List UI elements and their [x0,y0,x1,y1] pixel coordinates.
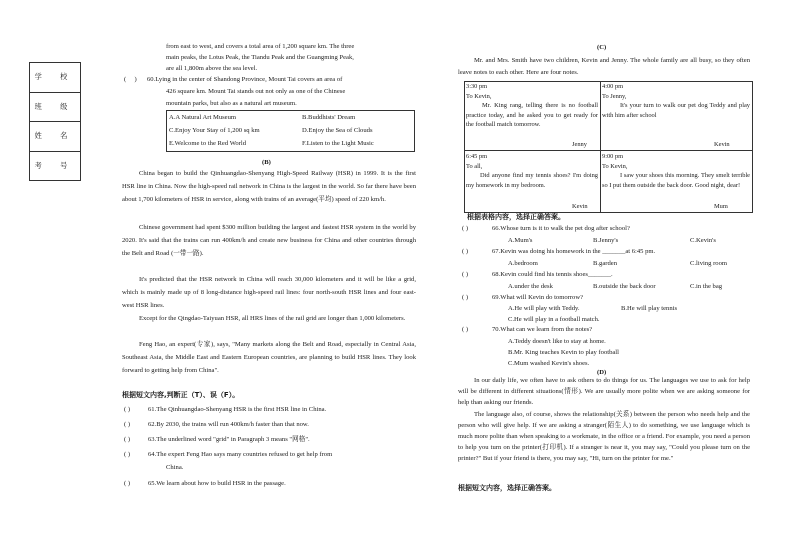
passage-d-para-2: The language also, of course, shows the relationship(关系) between the person who needs help and the person who will give help. If we are asking a stranger(陌生人) to do something, we use language which is much more polite than when speaking to a workmate, in the office or a friend. For example, you need a person to help you turn on the printer(打印机). If a stranger is near it, you may say, "Could you please turn on the printer?" But if your friend is there, you may say, "Hi, turn on the printer for me." [458,411,750,462]
passage-b-para-2: Chinese government had spent $300 million building the largest and fastest HSR system in the world by 2020. It's said that the trains can run 400km/h and create new business for China and other countries through the Belt and Road (一带一路). [122,224,416,257]
passage-a-line: are all 1,800m above the sea level. [166,65,258,72]
mc-option[interactable]: B.He will play tennis [621,305,678,312]
option-e: E.Welcome to the Red World [169,140,247,147]
mc-question-66: 66.Whose turn is it to walk the pet dog after school? [492,225,630,232]
note-body: Mr. King rang, telling there is no football practice today, and he asked you to get ready for the football match tomorrow. [466,102,598,128]
tf-item-63: 63.The underlined word "grid" in Paragraph 3 means "网格". [148,436,310,443]
note-time: 4:00 pm [602,83,624,90]
mc-option[interactable]: B.outside the back door [593,283,656,290]
passage-b-para-5: Feng Hao, an expert(专家), says, "Many markets along the Belt and Road, especially in Central Asia, Southeast Asia, the Middle East and Eastern European countries, are planning to build HSR lines. They look forward to getting help from China". [122,341,416,374]
passage-a-line: from east to west, and covers a total area of 1,200 square km. The three [166,43,355,50]
note-greeting: To all, [466,162,483,170]
option-a: A.A Natural Art Museum [169,114,237,121]
passage-b-para-3: It's predicted that the HSR network in China will reach 30,000 kilometers and it will be like a grid, which is mainly made up of 8 long-distance high-speed rail lines: four north-south HSR lines and four east-west HSR lines. [122,276,416,309]
note-body: I saw your shoes this morning. They smelt terrible so I put them outside the back door. Good night, dear! [602,172,750,189]
answer-blank-69[interactable]: ( ) [462,294,469,301]
mc-option[interactable]: A.Teddy doesn't like to stay at home. [508,338,606,345]
note-cell [600,151,752,212]
note-signature: Jenny [572,141,587,148]
mc-instruction-c: 根据表格内容，选择正确答案。 [467,213,565,221]
note-signature: Kevin [572,203,588,210]
note-greeting: To Jenny, [602,92,627,100]
tf-instruction: 根据短文内容,判断正（T）、误（F）。 [122,391,240,399]
mc-option[interactable]: C.Kevin's [690,237,716,244]
passage-d-para-1: In our daily life, we often have to ask others to do things for us. The languages we use to ask for help will be different in different situations(情形). We are usually more polite when we are asking someone for help than asking our friends. [458,377,750,406]
answer-blank-66[interactable]: ( ) [462,225,469,232]
note-time: 6:45 pm [466,153,488,160]
mc-question-70: 70.What can we learn from the notes? [492,326,593,333]
mc-option[interactable]: A.He will play with Teddy. [508,305,580,312]
passage-b-para-4: Except for the Qingdao-Taiyuan HSR, all HRS lines of the rail grid are longer than 1,000 kilometers. [139,315,406,322]
note-time: 3:30 pm [466,83,488,90]
option-b: B.Buddhists' Dream [302,114,356,121]
option-d: D.Enjoy the Sea of Clouds [302,127,373,134]
answer-blank-61[interactable]: ( ) [124,406,131,413]
answer-blank-64[interactable]: ( ) [124,451,131,458]
note-cell [464,81,600,150]
student-info-table [29,62,81,181]
section-c-heading: (C) [597,44,607,51]
section-d-heading: (D) [597,369,607,376]
mc-option[interactable]: B.Mr. King teaches Kevin to play football [508,349,619,356]
note-greeting: To Kevin, [602,162,628,170]
tf-item-64: 64.The expert Feng Hao says many countries refused to get help from [148,451,333,458]
note-signature: Mum [714,203,728,210]
answer-blank-68[interactable]: ( ) [462,271,469,278]
note-body: It's your turn to walk our pet dog Teddy and play with him after school [602,102,750,119]
mc-option[interactable]: A.Mum's [508,237,533,244]
option-c: C.Enjoy Your Stay of 1,200 sq km [169,127,260,134]
mc-option[interactable]: B.garden [593,260,617,267]
mc-option[interactable]: A.under the desk [508,283,553,290]
answer-blank-63[interactable]: ( ) [124,436,131,443]
name-field-label: 姓 名 [30,122,80,152]
school-field-label: 学 校 [30,63,80,93]
mc-option[interactable]: C.He will play in a football match. [508,316,600,323]
class-field-label: 班 级 [30,93,80,123]
note-body: Did anyone find my tennis shoes? I'm doing my homework in my bedroom. [466,172,598,189]
passage-c-intro: Mr. and Mrs. Smith have two children, Kevin and Jenny. The whole family are all busy, so they often leave notes to each other. Here are four notes. [458,57,750,76]
answer-blank-70[interactable]: ( ) [462,326,469,333]
question-60-line: 426 square km. Mount Tai stands out not only as one of the Chinese [166,88,346,95]
note-time: 9:00 pm [602,153,624,160]
passage-b-para-1: China began to build the Qinhuangdao-Shenyang High-Speed Railway (HSR) in 1999. It is the first HSR line in China. Now the high-speed rail network in China is the largest in the world. So far there have been about 1,700 kilometers of HSR in service, along with trains of an average(平均) speed of 220 km/h. [122,170,416,203]
section-b-heading: (B) [262,159,271,166]
passage-a-line: main peaks, the Lotus Peak, the Tiandu Peak and the Guangming Peak, [166,54,354,61]
answer-blank-62[interactable]: ( ) [124,421,131,428]
mc-question-68: 68.Kevin could find his tennis shoes_______. [492,271,613,278]
answer-blank-65[interactable]: ( ) [124,480,131,487]
mc-option[interactable]: A.bedroom [508,260,538,267]
tf-item-64-cont: China. [166,464,184,471]
mc-option[interactable]: C.Mum washed Kevin's shoes. [508,360,590,367]
mc-instruction-d: 根据短文内容，选择正确答案。 [458,484,556,492]
note-cell [600,81,752,150]
exam-number-field-label: 考 号 [34,161,76,171]
tf-item-61: 61.The Qinhuangdao-Shenyang HSR is the first HSR line in China. [148,406,327,413]
answer-blank-60[interactable]: ( ) [124,76,137,83]
mc-option[interactable]: C.in the bag [690,283,723,290]
note-greeting: To Kevin, [466,92,492,100]
mc-option[interactable]: B.Jenny's [593,237,619,244]
answer-blank-67[interactable]: ( ) [462,248,469,255]
mc-question-69: 69.What will Kevin do tomorrow? [492,294,584,301]
tf-item-62: 62.By 2030, the trains will run 400km/h faster than that now. [148,421,309,428]
mc-option[interactable]: C.living room [690,260,727,267]
question-60-line: mountain parks, but also as a natural art museum. [166,100,297,107]
question-60-line: 60.Lying in the center of Shandong Province, Mount Tai covers an area of [147,76,343,83]
mc-question-67: 67.Kevin was doing his homework in the _______at 6:45 pm. [492,248,656,255]
tf-item-65: 65.We learn about how to build HSR in the passage. [148,480,286,487]
note-signature: Kevin [714,141,730,148]
option-f: F.Listen to the Light Music [302,140,374,147]
